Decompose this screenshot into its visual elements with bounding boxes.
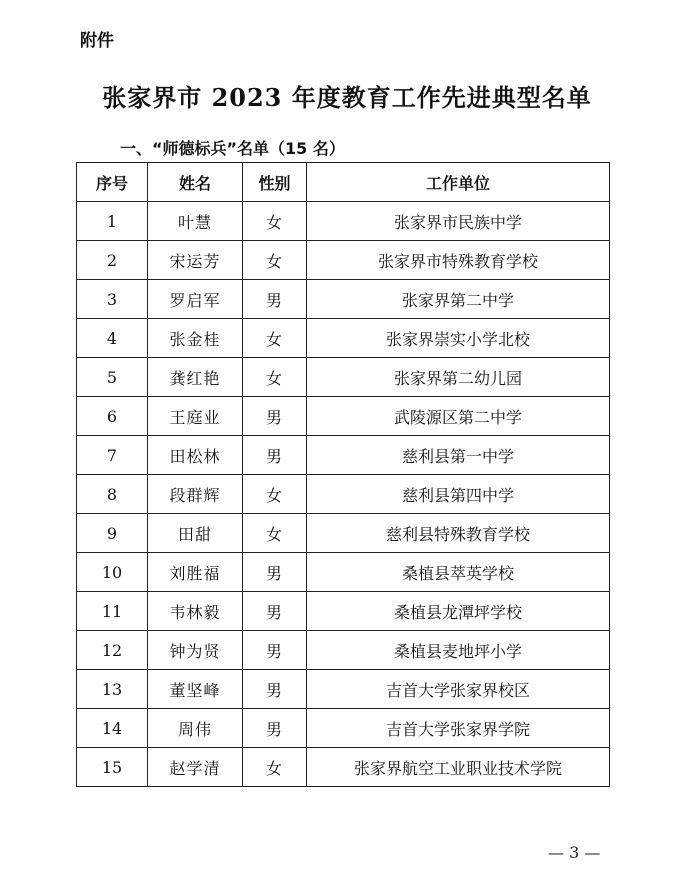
cell-gender: 女 bbox=[243, 319, 307, 358]
cell-gender: 男 bbox=[243, 436, 307, 475]
table-row bbox=[77, 475, 610, 514]
cell-name: 张金桂 bbox=[148, 319, 243, 358]
cell-name: 叶慧 bbox=[148, 202, 243, 241]
cell-name: 董坚峰 bbox=[148, 670, 243, 709]
table-row bbox=[77, 631, 610, 670]
cell-gender: 女 bbox=[243, 514, 307, 553]
cell-name: 宋运芳 bbox=[148, 241, 243, 280]
cell-name: 田松林 bbox=[148, 436, 243, 475]
cell-index: 3 bbox=[77, 280, 148, 319]
section-heading: 一、“师德标兵”名单（15 名） bbox=[120, 139, 345, 158]
cell-index: 6 bbox=[77, 397, 148, 436]
cell-workplace: 武陵源区第二中学 bbox=[307, 397, 610, 436]
honoree-table bbox=[76, 162, 610, 787]
cell-index: 2 bbox=[77, 241, 148, 280]
column-header-index: 序号 bbox=[77, 163, 148, 202]
cell-gender: 女 bbox=[243, 475, 307, 514]
cell-index: 14 bbox=[77, 709, 148, 748]
document-title: 张家界市 2023 年度教育工作先进典型名单 bbox=[102, 83, 592, 112]
table-row bbox=[77, 436, 610, 475]
cell-name: 周伟 bbox=[148, 709, 243, 748]
cell-gender: 男 bbox=[243, 397, 307, 436]
cell-gender: 女 bbox=[243, 202, 307, 241]
cell-index: 15 bbox=[77, 748, 148, 787]
cell-workplace: 张家界航空工业职业技术学院 bbox=[307, 748, 610, 787]
table-row bbox=[77, 319, 610, 358]
cell-name: 刘胜福 bbox=[148, 553, 243, 592]
cell-index: 7 bbox=[77, 436, 148, 475]
cell-name: 罗启军 bbox=[148, 280, 243, 319]
table-row bbox=[77, 670, 610, 709]
cell-index: 8 bbox=[77, 475, 148, 514]
cell-workplace: 慈利县特殊教育学校 bbox=[307, 514, 610, 553]
cell-name: 龚红艳 bbox=[148, 358, 243, 397]
cell-gender: 女 bbox=[243, 358, 307, 397]
column-header-gender: 性别 bbox=[243, 163, 307, 202]
cell-workplace: 张家界市特殊教育学校 bbox=[307, 241, 610, 280]
cell-workplace: 慈利县第四中学 bbox=[307, 475, 610, 514]
table-row bbox=[77, 397, 610, 436]
cell-workplace: 吉首大学张家界校区 bbox=[307, 670, 610, 709]
cell-index: 9 bbox=[77, 514, 148, 553]
cell-index: 12 bbox=[77, 631, 148, 670]
cell-gender: 男 bbox=[243, 553, 307, 592]
table-row bbox=[77, 709, 610, 748]
table-header-row bbox=[77, 163, 610, 202]
table-row bbox=[77, 514, 610, 553]
cell-name: 王庭业 bbox=[148, 397, 243, 436]
table-row bbox=[77, 241, 610, 280]
table-row bbox=[77, 280, 610, 319]
cell-gender: 男 bbox=[243, 709, 307, 748]
cell-name: 韦林毅 bbox=[148, 592, 243, 631]
cell-gender: 女 bbox=[243, 748, 307, 787]
cell-workplace: 桑植县麦地坪小学 bbox=[307, 631, 610, 670]
cell-gender: 男 bbox=[243, 592, 307, 631]
cell-gender: 男 bbox=[243, 280, 307, 319]
page-number: — 3 — bbox=[548, 843, 601, 862]
cell-workplace: 桑植县龙潭坪学校 bbox=[307, 592, 610, 631]
cell-workplace: 张家界第二幼儿园 bbox=[307, 358, 610, 397]
cell-index: 1 bbox=[77, 202, 148, 241]
table-row bbox=[77, 592, 610, 631]
cell-gender: 男 bbox=[243, 670, 307, 709]
cell-workplace: 张家界第二中学 bbox=[307, 280, 610, 319]
column-header-workplace: 工作单位 bbox=[307, 163, 610, 202]
cell-index: 5 bbox=[77, 358, 148, 397]
column-header-name: 姓名 bbox=[148, 163, 243, 202]
cell-gender: 男 bbox=[243, 631, 307, 670]
cell-workplace: 桑植县萃英学校 bbox=[307, 553, 610, 592]
table-body bbox=[77, 202, 610, 787]
cell-workplace: 慈利县第一中学 bbox=[307, 436, 610, 475]
table-row bbox=[77, 748, 610, 787]
cell-name: 段群辉 bbox=[148, 475, 243, 514]
table-row bbox=[77, 553, 610, 592]
table-row bbox=[77, 202, 610, 241]
cell-index: 4 bbox=[77, 319, 148, 358]
cell-workplace: 张家界市民族中学 bbox=[307, 202, 610, 241]
cell-workplace: 吉首大学张家界学院 bbox=[307, 709, 610, 748]
table-row bbox=[77, 358, 610, 397]
cell-name: 田甜 bbox=[148, 514, 243, 553]
attachment-label: 附件 bbox=[80, 31, 114, 51]
cell-gender: 女 bbox=[243, 241, 307, 280]
cell-index: 11 bbox=[77, 592, 148, 631]
cell-index: 10 bbox=[77, 553, 148, 592]
cell-index: 13 bbox=[77, 670, 148, 709]
cell-name: 钟为贤 bbox=[148, 631, 243, 670]
cell-name: 赵学清 bbox=[148, 748, 243, 787]
cell-workplace: 张家界崇实小学北校 bbox=[307, 319, 610, 358]
